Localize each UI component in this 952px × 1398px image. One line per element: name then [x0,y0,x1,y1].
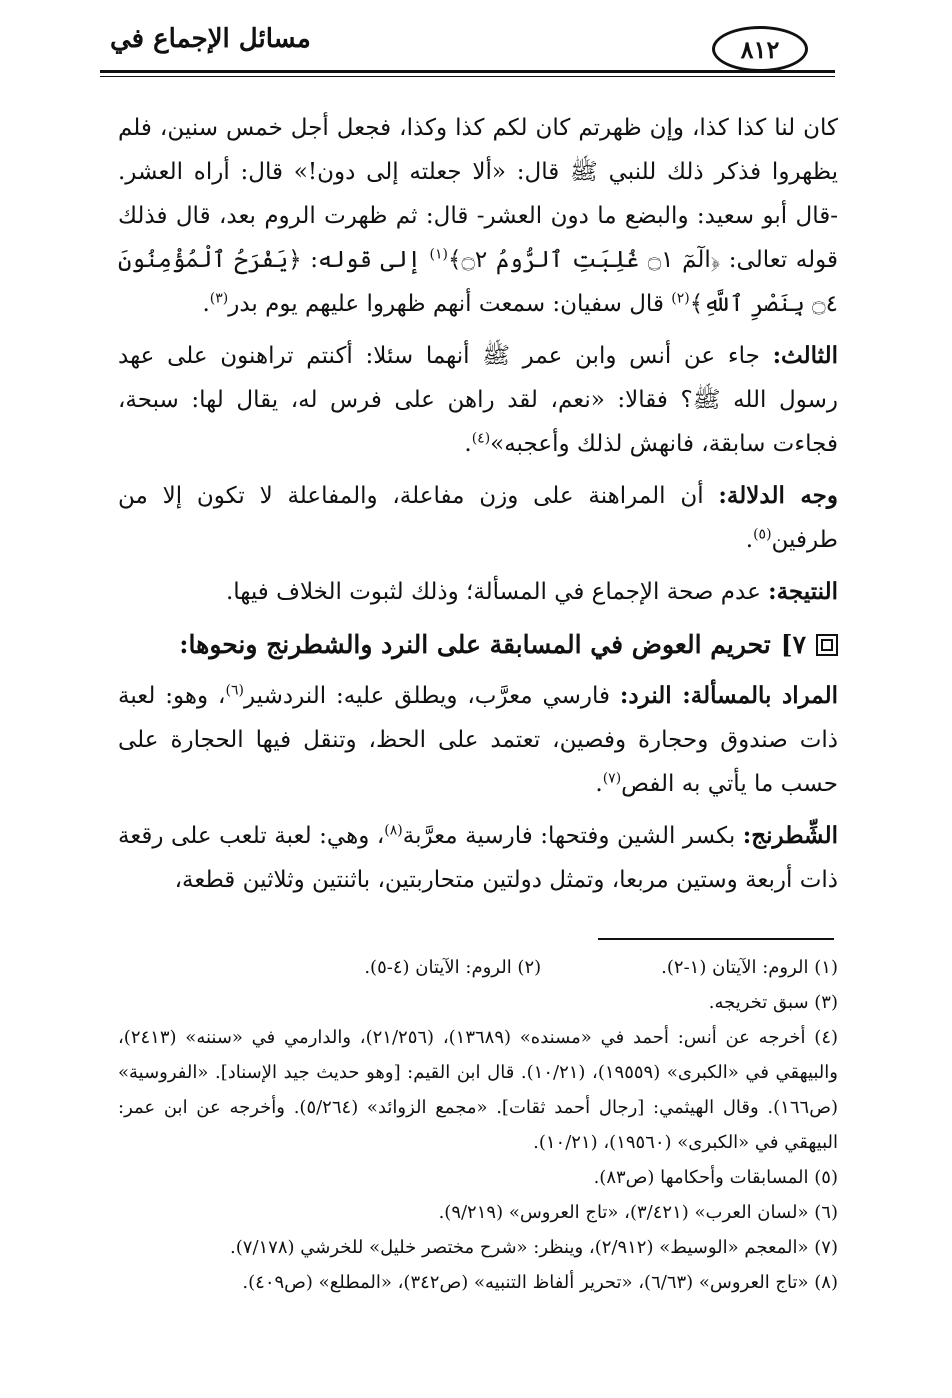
document-icon [816,634,838,656]
header-rule-thin [100,76,835,77]
paragraph-label: وجه الدلالة: [718,482,838,509]
paragraph: الشِّطرنج: بكسر الشين وفتحها: فارسية معرَّبة$^{(٨)}$، وهي: لعبة تلعب على رقعة ذات أربعة وستين مربعا، وتمثل دولتين متحاربتين، باثنتين وثلاثين قطعة، [118,822,838,893]
footnote-row [118,950,838,985]
footnote-divider [598,938,834,940]
footnote: (٢) الروم: الآيتان (٤-٥). [364,957,542,978]
paragraph: وجه الدلالة: أن المراهنة على وزن مفاعلة، والمفاعلة لا تكون إلا من طرفين$^{(٥)}$. [118,482,838,553]
running-title: مسائل الإجماع في [110,24,311,54]
paragraph-label: النتيجة: [768,578,838,605]
header-rule [100,70,835,73]
paragraph-label: الشِّطرنج: [742,822,838,849]
footnote: (٨) «تاج العروس» (٦/٦٣)، «تحرير ألفاظ التنبيه» (ص٣٤٢)، «المطلع» (ص٤٠٩). [242,1272,838,1293]
footnote: (٤) أخرجه عن أنس: أحمد في «مسنده» (١٣٦٨٩)، (٢١/٢٥٦)، والدارمي في «سننه» (٢٤١٣)، والبيهقي في «الكبرى» (١٩٥٥٩)، (١٠/٢١). قال ابن القيم: [وهو حديث جيد الإسناد]. «الفروسية» (ص١٦٦). وقال الهيثمي: [رجال أحمد ثقات]. «مجمع الزوائد» (٥/٢٦٤). وأخرجه عن ابن عمر: البيهقي في «الكبرى» (١٩٥٦٠)، (١٠/٢١). [118,1027,839,1153]
paragraph-label: المراد بالمسألة: النرد: [619,682,838,709]
footnote: (٥) المسابقات وأحكامها (ص٨٣). [593,1167,838,1188]
page-number: ٨١٢ [712,26,808,72]
footnotes [118,950,838,1300]
footnote: (١) الروم: الآيتان (١-٢). [661,957,838,978]
main-text [118,106,838,910]
paragraph-label: الثالث: [772,342,838,369]
footnote: (٧) «المعجم «الوسيط» (٢/٩١٢)، وينظر: «شرح مختصر خليل» للخرشي (٧/١٧٨). [230,1237,838,1258]
paragraph: الثالث: جاء عن أنس وابن عمر ﷺ أنهما سئلا: أكنتم تراهنون على عهد رسول الله ﷺ؟ فقالا: «نعم، لقد راهن على فرس له، يقال لها: سبحة، فجاءت سابقة، فانهش لذلك وأعجبه»$^{(٤)}$. [118,342,838,457]
paragraph: كان لنا كذا كذا، وإن ظهرتم كان لكم كذا وكذا، فجعل أجل خمس سنين، فلم يظهروا فذكر ذلك للنبي ﷺ قال: «ألا جعلته إلى دون!» قال: أراه العشر. -قال أبو سعيد: والبضع ما دون العشر- قال: ثم ظهرت الروم بعد، قال فذلك قوله تعالى: ﴿الٓمٓ ۝١ غُلِبَتِ ٱلرُّومُ ۝٢﴾$^{(١)}$ إلى قوله: ﴿يَفْرَحُ ٱلْمُؤْمِنُونَ ۝٤ بِنَصْرِ ٱللَّهِ﴾$^{(٢)}$ قال سفيان: سمعت أنهم ظهروا عليهم يوم بدر$^{(٣)}$. [118,115,839,317]
section-heading [118,622,838,668]
footnote: (٦) «لسان العرب» (٣/٤٢١)، «تاج العروس» (٩/٢١٩). [438,1202,838,1223]
section-title: تحريم العوض في المسابقة على النرد والشطرنج ونحوها: [179,630,771,659]
paragraph: المراد بالمسألة: النرد: فارسي معرَّب، ويطلق عليه: النردشير$^{(٦)}$، وهو: لعبة ذات صندوق وحجارة وفصين، تعتمد على الحظ، وتنقل فيها الحجارة على حسب ما يأتي به الفص$^{(٧)}$. [118,682,838,797]
paragraph: النتيجة: عدم صحة الإجماع في المسألة؛ وذلك لثبوت الخلاف فيها. [225,578,838,605]
footnote: (٣) سبق تخريجه. [708,992,838,1013]
section-number: ٧] [780,630,806,659]
